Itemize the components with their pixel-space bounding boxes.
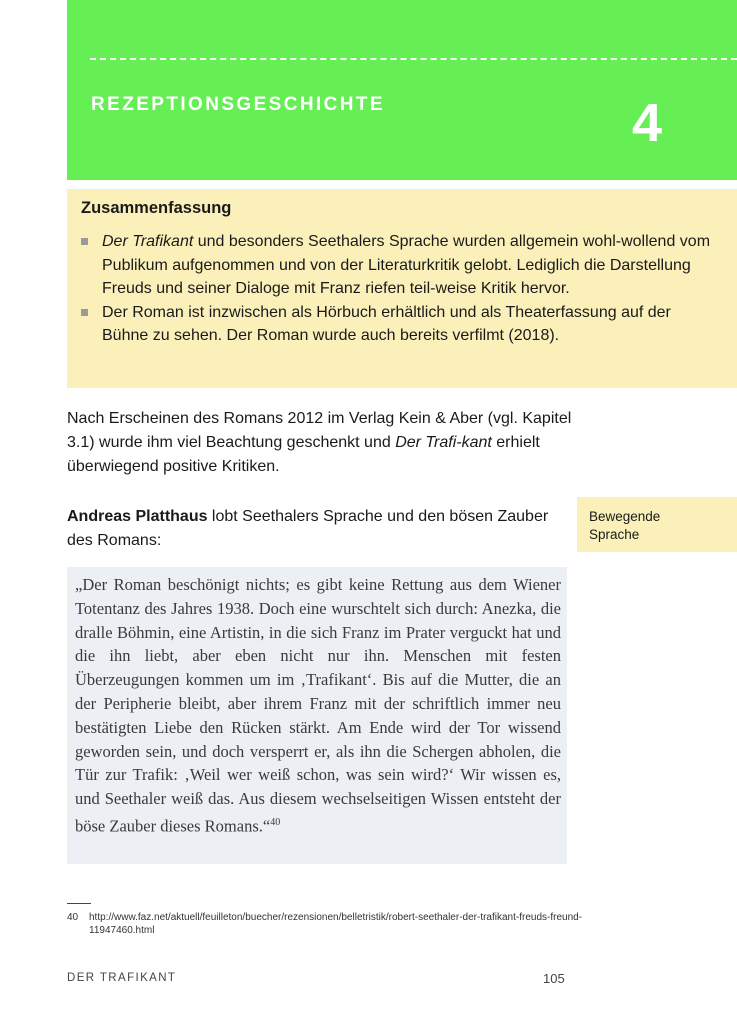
- summary-bullet: [81, 301, 721, 348]
- bullet-text: und besonders Seethalers Sprache wurden allgemein wohl-wollend vom Publikum aufgenommen und von der Literaturkritik gelobt. Lediglich die Darstellung Freuds und seiner Dialoge mit Franz riefen teil-weise Kritik hervor.: [102, 233, 711, 298]
- quote-text: [75, 573, 561, 838]
- chapter-number: 4: [632, 93, 663, 153]
- quote-box: [67, 567, 567, 864]
- margin-note-line2: Sprache: [589, 527, 640, 542]
- footnote-reference: 40: [270, 816, 281, 828]
- intro-paragraph: [67, 407, 587, 479]
- summary-heading: Zusammenfassung: [81, 199, 232, 217]
- quote-body: „Der Roman beschönigt nichts; es gibt keine Rettung aus dem Wiener Totentanz des Jahres 1938. Doch eine wurschtelt sich durch: Anezka, die dralle Böhmin, eine Artistin, in die sich Franz im Prater verguckt hat und die ihn liebt, aber eben nicht nur ihn. Menschen mit festen Überzeugungen kommen um im ‚Trafikant‘. Bis auf die Mutter, die an der Peripherie bleibt, aber ihrem Franz mit der schriftlich immer neu bestätigten Liebe den Rücken stärkt. Am Ende wird der Tor wissend geworden sein, und doch versperrt er, als ihn die Schergen abholen, die Tür zur Trafik: ‚Weil wer weiß schon, was sein wird?‘ Wir wissen es, und Seethaler weiß das. Aus diesem wechselseitigen Wissen entsteht der böse Zauber dieses Romans.“: [75, 575, 561, 836]
- summary-box: [67, 189, 737, 388]
- margin-note: [577, 497, 737, 552]
- bullet-text: Der Roman ist inzwischen als Hörbuch erhältlich und als Theaterfassung auf der Bühne zu sehen. Der Roman wurde auch bereits verfilmt (2018).: [102, 303, 671, 345]
- footnote-divider: [67, 903, 91, 904]
- footnote-number: 40: [67, 912, 79, 923]
- dashed-divider: [90, 58, 737, 60]
- author-name: Andreas Platthaus: [67, 508, 208, 525]
- footer-book-title: DER TRAFIKANT: [67, 972, 177, 984]
- chapter-header: [67, 0, 737, 180]
- summary-list: [81, 230, 721, 348]
- book-title: Der Trafikant: [102, 233, 194, 250]
- summary-bullet: [81, 230, 721, 301]
- paragraph-text: Nach Erscheinen des Romans 2012 im Verlag Kein & Aber (vgl. Kapitel 3.1) wurde ihm viel Beachtung geschenkt und: [67, 410, 572, 451]
- footnote-url: http://www.faz.net/aktuell/feuilleton/buecher/rezensionen/belletristik/robert-seethaler-der-trafikant-freuds-freund-11947460.html: [89, 912, 583, 936]
- margin-note-text: [589, 508, 660, 544]
- paragraph-text: lobt Seethalers Sprache und den bösen Zauber des Romans:: [67, 508, 549, 549]
- book-title: Der Trafi-kant: [395, 434, 492, 451]
- chapter-title: REZEPTIONSGESCHICHTE: [91, 94, 385, 115]
- square-bullet-icon: [81, 238, 88, 245]
- author-paragraph: [67, 505, 572, 553]
- paragraph-text: erhielt überwiegend positive Kritiken.: [67, 434, 540, 475]
- page-number: 105: [543, 971, 565, 986]
- margin-note-line1: Bewegende: [589, 509, 661, 524]
- square-bullet-icon: [81, 309, 88, 316]
